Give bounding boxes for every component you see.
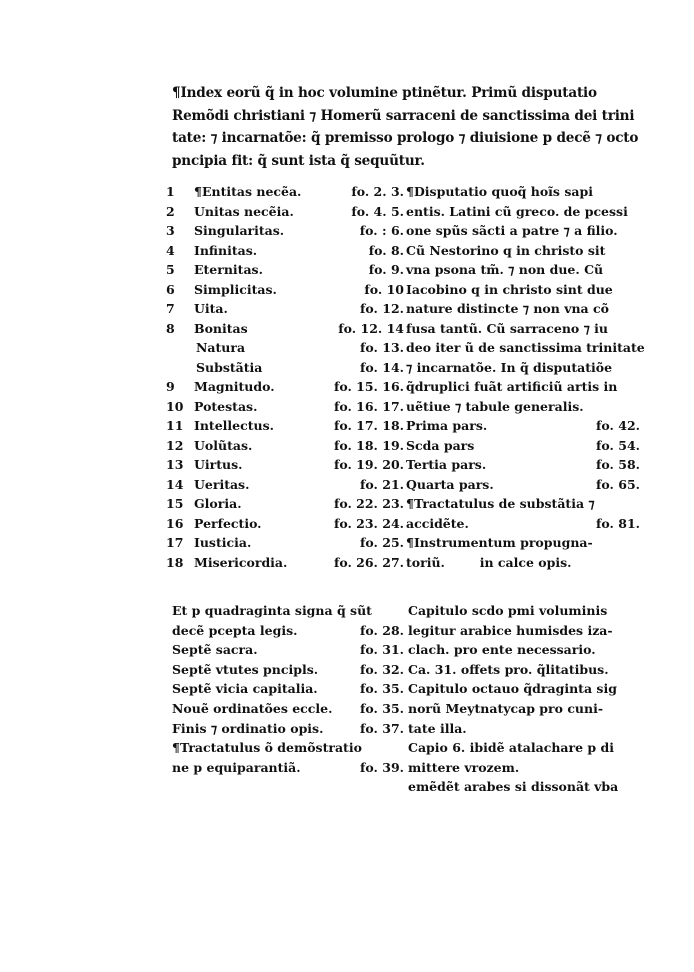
part-entry: [406, 438, 650, 458]
text-line: entis. Latini cũ greco. de pcessi: [406, 203, 628, 219]
toc-num: 2: [166, 203, 175, 219]
toc-ref: fo. 4. 5.: [351, 203, 404, 219]
toc-num: 3: [166, 223, 175, 238]
toc-name: Infinitas.: [194, 242, 258, 258]
toc-name: Iusticia.: [194, 535, 252, 550]
part-ref: fo. 54.: [596, 437, 640, 453]
toc-row: [162, 282, 402, 302]
signs-line: [172, 681, 408, 701]
toc-num: 5: [166, 262, 175, 277]
toc-name: Unitas necẽia.: [194, 203, 294, 219]
toc-row: [162, 535, 402, 555]
toc-ref: fo. 10: [364, 281, 404, 297]
toc-num: 11: [166, 418, 184, 433]
signs-line: [172, 701, 408, 721]
part-label: Tertia pars.: [406, 457, 487, 472]
signs-text: ne p equiparantiã.: [172, 759, 301, 775]
text-line: deo iter ũ de sanctissima trinitate: [406, 340, 645, 355]
toc-row: [162, 262, 402, 282]
toc-name: Gloria.: [194, 496, 242, 511]
part-label: Quarta pars.: [406, 476, 494, 492]
signs-line: [172, 642, 408, 662]
signs-ref: fo. 35.: [360, 681, 404, 697]
toc-num: 16: [166, 515, 184, 531]
toc-name: ¶Entitas necẽa.: [194, 184, 302, 199]
toc-name: Eternitas.: [194, 262, 263, 277]
toc-num: 6: [166, 281, 175, 297]
arabic-notes: [408, 603, 654, 799]
signs-ref: fo. 35.: [360, 700, 404, 716]
toc-name: Intellectus.: [194, 418, 274, 433]
part-entry: [406, 477, 650, 497]
toc-name: Uirtus.: [194, 457, 243, 472]
signs-line: [172, 662, 408, 682]
signs-text: Et p quadraginta signa q̃ sũt: [172, 603, 372, 618]
text-line: one spũs sãcti a patre ⁊ a filio.: [406, 223, 618, 238]
toc-ref: fo. 8.: [368, 242, 404, 258]
toc-ref: fo. 18. 19.: [333, 437, 404, 453]
toc-name: Magnitudo.: [194, 379, 275, 394]
signs-line: [172, 760, 408, 780]
signs-ref: fo. 31.: [360, 642, 404, 658]
toc-num: 13: [166, 457, 184, 472]
toc-row: [162, 516, 402, 536]
toc-name: Singularitas.: [194, 223, 285, 238]
toc-name: Bonitas: [194, 320, 248, 336]
note-line: Ca. 31. offets pro. q̃litatibus.: [408, 661, 609, 677]
toc-row: [162, 340, 402, 360]
toc-ref: fo. 16. 17.: [333, 398, 404, 414]
toc-ref: fo. 2. 3.: [351, 184, 404, 199]
text-line: ¶Instrumentum propugna-: [406, 535, 593, 550]
toc-num: 12: [166, 437, 184, 453]
heading-line: Remõdi christiani ⁊ Homerũ sarraceni de sanctissima dei trini: [172, 107, 635, 124]
heading-line: pncipia fit: q̃ sunt ista q̃ sequũtur.: [172, 152, 425, 169]
toc-num: 15: [166, 496, 184, 511]
signs-text: Septẽ sacra.: [172, 642, 258, 658]
tractatulus-ref: fo. 81.: [596, 515, 640, 531]
note-line: legitur arabice humisdes iza-: [408, 622, 613, 638]
toc-name: Ueritas.: [194, 476, 250, 492]
signs-line: [172, 623, 408, 643]
toc-name: Perfectio.: [194, 515, 262, 531]
text-line: Cũ Nestorino q in christo sit: [406, 242, 606, 258]
note-line: norũ Meytnatycap pro cuni-: [408, 700, 604, 716]
toc-ref: fo. 25.: [360, 535, 404, 550]
toc-row: [162, 321, 402, 341]
toc-ref: fo. 15. 16.: [333, 379, 404, 394]
part-label: Prima pars.: [406, 418, 488, 433]
signs-text: Septẽ vtutes pncipls.: [172, 661, 319, 677]
toc-name: Substãtia: [196, 359, 263, 375]
signs-ref: fo. 32.: [360, 661, 404, 677]
toc-row: [162, 477, 402, 497]
toc-name: Natura: [196, 340, 246, 355]
part-ref: fo. 65.: [596, 476, 640, 492]
text-line: toriũ. in calce opis.: [406, 554, 572, 570]
signs-ref: fo. 28.: [360, 622, 404, 638]
text-line: Iacobino q in christo sint due: [406, 281, 613, 297]
index-heading: [172, 82, 642, 172]
part-label: Scda pars: [406, 437, 475, 453]
toc-num: 1: [166, 184, 175, 199]
note-line: tate illa.: [408, 720, 467, 736]
toc-ref: fo. 22. 23.: [333, 496, 404, 511]
toc-ref: fo. 23. 24.: [333, 515, 404, 531]
toc-ref: fo. 12. 14: [338, 320, 404, 336]
toc-row: [162, 496, 402, 516]
signs-text: Nouẽ ordinatões eccle.: [172, 700, 333, 716]
part-ref: fo. 58.: [596, 457, 640, 472]
text-line: ⁊ incarnatõe. In q̃ disputatiõe: [406, 359, 613, 375]
signs-ref: fo. 39.: [360, 759, 404, 775]
toc-num: 9: [166, 379, 175, 394]
toc-num: 17: [166, 535, 184, 550]
toc-num: 14: [166, 476, 184, 492]
signs-line: [172, 721, 408, 741]
toc-row: [162, 457, 402, 477]
toc-ref: fo. 17. 18.: [333, 418, 404, 433]
text-line: q̃druplici fuãt artificiũ artis in: [406, 379, 618, 394]
note-line: Capitulo octauo q̃draginta sig: [408, 681, 617, 697]
toc-ref: fo. 19. 20.: [333, 457, 404, 472]
text-line: vna psona tm̃. ⁊ non due. Cũ: [406, 262, 604, 277]
toc-ref: fo. : 6.: [359, 223, 404, 238]
signs-text: Finis ⁊ ordinatio opis.: [172, 720, 324, 736]
disputation-column: [406, 184, 650, 574]
toc-num: 18: [166, 554, 184, 570]
text-line: ¶Tractatulus de substãtia ⁊: [406, 496, 595, 511]
toc-row: [162, 223, 402, 243]
text-line: nature distincte ⁊ non vna cõ: [406, 301, 609, 316]
signs-text: decẽ pcepta legis.: [172, 622, 298, 638]
heading-line: tate: ⁊ incarnatõe: q̃ premisso prologo ⁊ diuisione p decẽ ⁊ octo: [172, 130, 639, 146]
text-line: ¶Disputatio quoq̃ hoĩs sapi: [406, 184, 593, 199]
note-line: clach. pro ente necessario.: [408, 642, 596, 658]
toc-name: Misericordia.: [194, 554, 288, 570]
toc-ref: fo. 9.: [368, 262, 404, 277]
note-line: mittere vrozem.: [408, 759, 520, 775]
toc-num: 7: [166, 301, 175, 316]
toc-ref: fo. 13.: [360, 340, 404, 355]
tractatulus-entry: [406, 516, 650, 536]
toc-row: [162, 438, 402, 458]
toc-num: 4: [166, 242, 175, 258]
note-line: Capitulo scdo pmi voluminis: [408, 603, 608, 618]
toc-ref: fo. 12.: [360, 301, 404, 316]
part-entry: [406, 457, 650, 477]
toc-ref: fo. 21.: [360, 476, 404, 492]
signs-text: Septẽ vicia capitalia.: [172, 681, 318, 697]
toc-row: [162, 555, 402, 575]
heading-line: ¶Index eorũ q̃ in hoc volumine ptinẽtur. Primũ disputatio: [172, 85, 597, 101]
toc-row: [162, 360, 402, 380]
toc-row: [162, 379, 402, 399]
part-ref: fo. 42.: [596, 418, 640, 433]
signs-text: ¶Tractatulus õ demõstratio: [172, 740, 362, 756]
signs-line: [172, 603, 408, 623]
note-line: Capio 6. ibidẽ atalachare p di: [408, 740, 614, 756]
tractatulus-label: accidẽte.: [406, 515, 469, 531]
toc-name: Potestas.: [194, 398, 258, 414]
toc-row: [162, 399, 402, 419]
toc-name: Uita.: [194, 301, 228, 316]
toc-num: 8: [166, 320, 175, 336]
toc-ref: fo. 26. 27.: [333, 554, 404, 570]
signs-line: [172, 740, 408, 760]
signs-list: [172, 603, 408, 779]
toc-row: [162, 418, 402, 438]
toc-row: [162, 243, 402, 263]
principles-table: [162, 184, 402, 574]
toc-name: Uolũtas.: [194, 437, 253, 453]
text-line: uẽtiue ⁊ tabule generalis.: [406, 398, 584, 414]
text-line: fusa tantũ. Cũ sarraceno ⁊ iu: [406, 320, 609, 336]
toc-name: Simplicitas.: [194, 281, 277, 297]
toc-row: [162, 204, 402, 224]
toc-row: [162, 184, 402, 204]
toc-row: [162, 301, 402, 321]
signs-ref: fo. 37.: [360, 720, 404, 736]
toc-num: 10: [166, 398, 184, 414]
part-entry: [406, 418, 650, 438]
toc-ref: fo. 14.: [360, 359, 404, 375]
note-line: emẽdẽt arabes si dissonãt vba: [408, 779, 619, 795]
